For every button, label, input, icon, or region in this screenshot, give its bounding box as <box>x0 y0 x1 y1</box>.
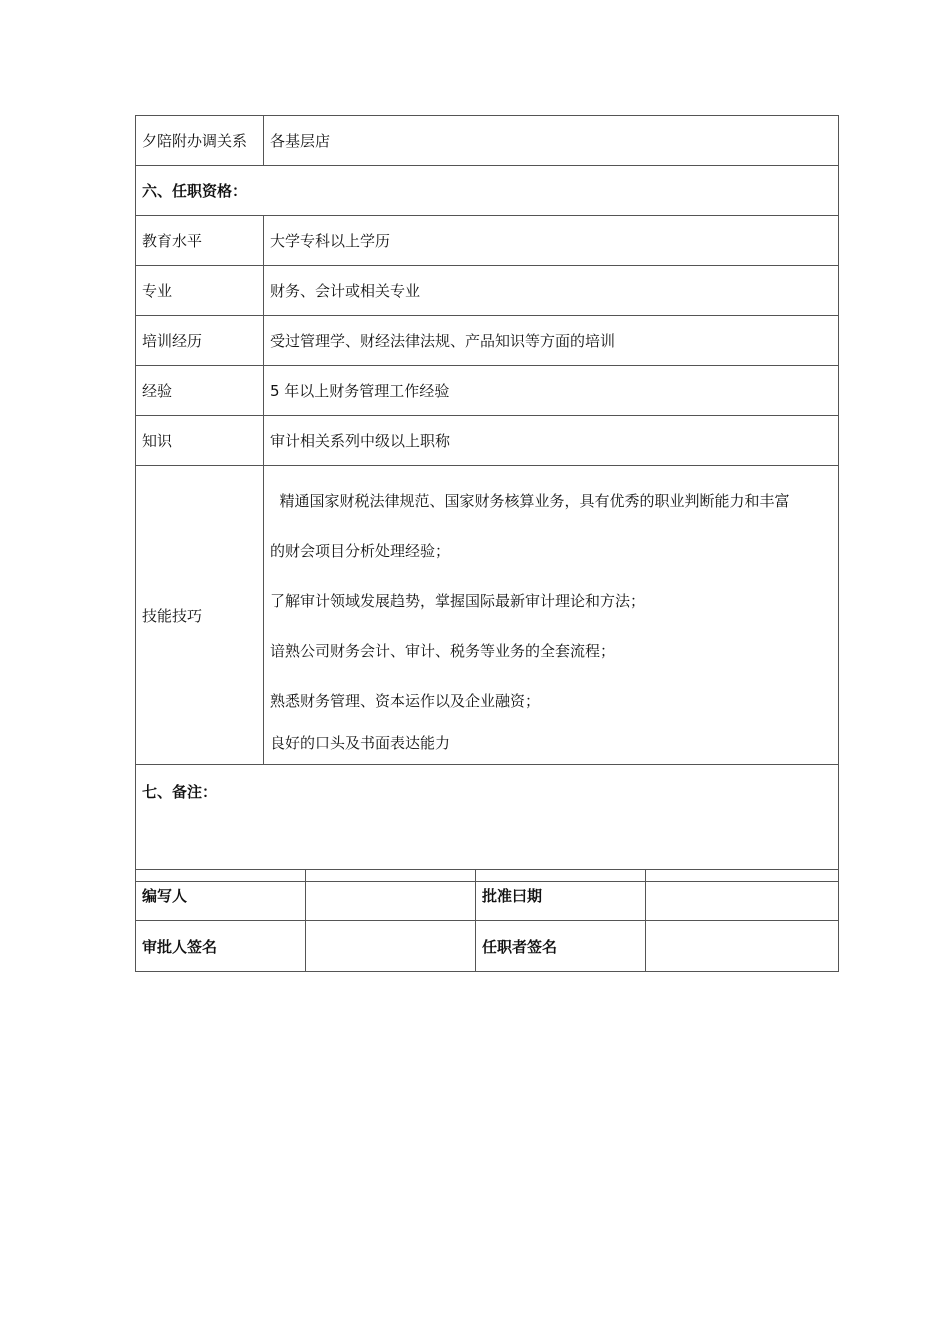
education-value: 大学专科以上学历 <box>264 216 839 266</box>
skill-line: 了解审计领域发展趋势，掌握国际最新审计理论和方法； <box>270 592 646 610</box>
major-row <box>136 266 839 316</box>
qualifications-heading-row <box>136 166 839 216</box>
experience-label: 经验 <box>136 366 264 416</box>
signature-row-1 <box>136 870 839 921</box>
skills-row <box>136 466 839 765</box>
approval-date-field[interactable] <box>646 870 839 921</box>
skill-line: 精通国家财税法律规范、国家财务核算业务，具有优秀的职业判断能力和丰富 <box>270 492 790 510</box>
holder-signature-label: 任职者签名 <box>476 921 646 972</box>
knowledge-value: 审计相关系列中级以上职称 <box>264 416 839 466</box>
skills-content <box>264 466 839 765</box>
training-value: 受过管理学、财经法律法规、产品知识等方面的培训 <box>264 316 839 366</box>
signature-row-2 <box>136 921 839 972</box>
skill-line: 良好的口头及书面表达能力 <box>270 734 451 752</box>
qualifications-heading: 六、任职资格： <box>136 166 839 216</box>
major-value: 财务、会计或相关专业 <box>264 266 839 316</box>
education-row <box>136 216 839 266</box>
holder-signature-field[interactable] <box>646 921 839 972</box>
approver-signature-field[interactable] <box>306 921 476 972</box>
training-row <box>136 316 839 366</box>
job-qualification-table <box>135 115 839 882</box>
experience-row <box>136 366 839 416</box>
education-label: 教育水平 <box>136 216 264 266</box>
major-label: 专业 <box>136 266 264 316</box>
remarks-heading: 七、备注： <box>136 765 839 882</box>
writer-field[interactable] <box>306 870 476 921</box>
knowledge-label: 知识 <box>136 416 264 466</box>
approval-date-label: 批准曰期 <box>476 870 646 921</box>
skill-line: 的财会项目分析处理经验； <box>270 542 451 560</box>
experience-value: 5 年以上财务管理工作经验 <box>264 366 839 416</box>
coordination-label: 夕陪附办调关系 <box>136 116 264 166</box>
approver-signature-label: 审批人签名 <box>136 921 306 972</box>
skill-line: 熟悉财务管理、资本运作以及企业融资； <box>270 692 541 710</box>
signature-table <box>135 869 839 972</box>
coordination-value: 各基层店 <box>264 116 839 166</box>
coordination-row <box>136 116 839 166</box>
knowledge-row <box>136 416 839 466</box>
training-label: 培训经历 <box>136 316 264 366</box>
writer-label: 编写人 <box>136 870 306 921</box>
skill-line: 谙熟公司财务会计、审计、税务等业务的全套流程； <box>270 642 616 660</box>
remarks-row <box>136 765 839 882</box>
skills-label: 技能技巧 <box>136 466 264 765</box>
